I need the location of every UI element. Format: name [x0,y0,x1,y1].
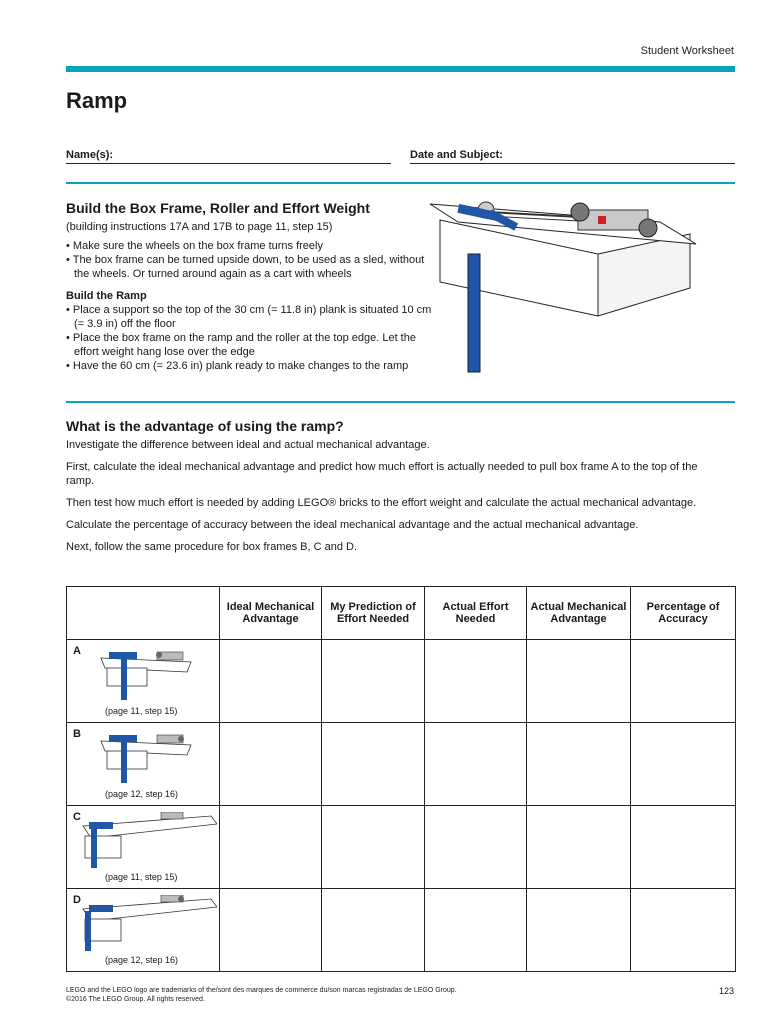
list-item: • Place a support so the top of the 30 cm (= 11.8 in) plank is situated 10 cm (= 3.9 in) off the floor [66,303,436,331]
build-subheading: (building instructions 17A and 17B to page 11, step 15) [66,221,333,233]
results-table [66,586,736,972]
table-header-row [67,587,736,640]
header-bar [66,66,735,72]
actual-effort-cell[interactable] [425,889,527,972]
paragraph: First, calculate the ideal mechanical advantage and predict how much effort is actually needed to pull box frame A to the top of the ramp. [66,461,698,487]
page-number: 123 [718,986,734,996]
actual-ma-cell[interactable] [527,640,631,723]
actual-effort-cell[interactable] [425,723,527,806]
ideal-ma-cell[interactable] [220,806,322,889]
row-letter: B [73,728,81,740]
row-letter: C [73,811,81,823]
box-frame-b-image [71,729,211,787]
prediction-cell[interactable] [322,723,425,806]
prediction-cell[interactable] [322,806,425,889]
row-caption: (page 11, step 15) [105,872,178,882]
actual-ma-cell[interactable] [527,723,631,806]
row-caption: (page 11, step 15) [105,706,178,716]
list-item: • Place the box frame on the ramp and the roller at the top edge. Let the effort weight hang lose over the edge [66,331,436,359]
footer [66,986,457,1004]
names-field[interactable] [66,163,391,164]
prediction-cell[interactable] [322,640,425,723]
section-divider-2 [66,401,735,403]
date-subject-label: Date and Subject: [410,149,503,161]
table-row [67,806,736,889]
ramp-heading: Build the Ramp [66,290,147,302]
column-header: Ideal Mechanical Advantage [220,587,322,640]
row-letter: A [73,645,81,657]
ideal-ma-cell[interactable] [220,640,322,723]
table-row [67,889,736,972]
advantage-section [66,418,726,554]
ramp-illustration [428,192,728,378]
table-row [67,723,736,806]
paragraph: Investigate the difference between ideal and actual mechanical advantage. [66,439,430,451]
copyright-notice: ©2016 The LEGO Group. All rights reserved. [66,996,205,1003]
ideal-ma-cell[interactable] [220,723,322,806]
table-row [67,640,736,723]
trademark-notice: LEGO and the LEGO logo are trademarks of the/sont des marques de commerce du/son marcas registradas de LEGO Group. [66,987,457,994]
paragraph: Next, follow the same procedure for box frames B, C and D. [66,541,358,553]
row-caption: (page 12, step 16) [105,955,179,965]
ramp-bullets [66,303,436,373]
prediction-cell[interactable] [322,889,425,972]
accuracy-cell[interactable] [631,889,736,972]
accuracy-cell[interactable] [631,723,736,806]
column-header: Percentage of Accuracy [631,587,736,640]
column-header: Actual Effort Needed [425,587,527,640]
column-header: My Prediction of Effort Needed [322,587,425,640]
actual-effort-cell[interactable] [425,640,527,723]
box-frame-a-image [71,646,211,704]
page-title: Ramp [66,88,128,113]
effort-weight [468,254,480,372]
build-bullets [66,239,426,281]
column-header [67,587,220,640]
row-letter: D [73,894,81,906]
worksheet-label: Student Worksheet [640,45,734,57]
paragraph: Calculate the percentage of accuracy between the ideal mechanical advantage and the actual mechanical advantage. [66,519,639,531]
build-section [66,200,436,373]
list-item: • The box frame can be turned upside down, to be used as a sled, without the wheels. Or turned around again as a cart with wheels [66,253,426,281]
build-heading: Build the Box Frame, Roller and Effort Weight [66,200,370,216]
date-subject-field[interactable] [410,163,735,164]
ideal-ma-cell[interactable] [220,889,322,972]
section-divider-1 [66,182,735,184]
accuracy-cell[interactable] [631,640,736,723]
paragraph: Then test how much effort is needed by adding LEGO® bricks to the effort weight and calculate the actual mechanical advantage. [66,497,697,509]
row-caption: (page 12, step 16) [105,789,179,799]
actual-effort-cell[interactable] [425,806,527,889]
list-item: • Make sure the wheels on the box frame turns freely [66,239,426,253]
actual-ma-cell[interactable] [527,806,631,889]
accuracy-cell[interactable] [631,806,736,889]
list-item: • Have the 60 cm (= 23.6 in) plank ready to make changes to the ramp [66,359,436,373]
names-label: Name(s): [66,149,114,161]
box-frame-d-image [71,895,217,953]
advantage-heading: What is the advantage of using the ramp? [66,418,344,434]
box-frame-c-image [71,812,217,870]
actual-ma-cell[interactable] [527,889,631,972]
column-header: Actual Mechanical Advantage [527,587,631,640]
